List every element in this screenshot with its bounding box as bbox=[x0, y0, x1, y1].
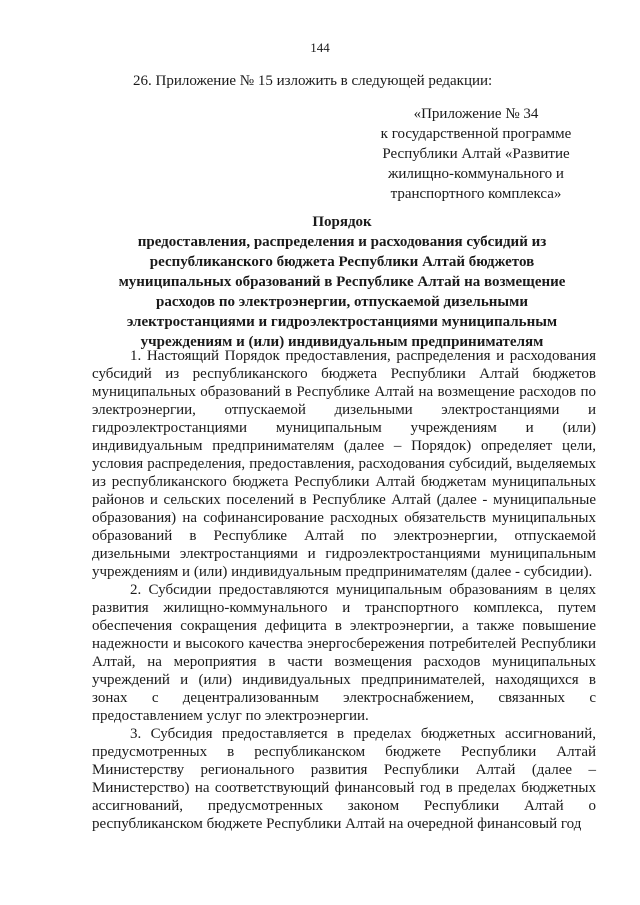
title-line: предоставления, распределения и расходования субсидий из bbox=[137, 234, 547, 250]
appendix-reference bbox=[345, 104, 607, 204]
paragraph-3: 3. Субсидия предоставляется в пределах бюджетных ассигнований, предусмотренных в республиканском бюджете Республики Алтай Министерству регионального развития Республики Алтай (далее – Министерство) на соответствующий финансовый год в пределах бюджетных ассигнований, предусмотренных законом Республики Алтай о республиканском бюджете Республики Алтай на очередной финансовый год bbox=[92, 726, 596, 832]
appendix-line: транспортного комплекса» bbox=[390, 186, 562, 202]
page-number: 144 bbox=[310, 40, 330, 55]
document-title bbox=[92, 212, 592, 352]
appendix-line: жилищно-коммунального и bbox=[388, 166, 564, 182]
title-line: учреждениям и (или) индивидуальным предпринимателям bbox=[140, 334, 544, 350]
paragraph-2: 2. Субсидии предоставляются муниципальным образованиям в целях развития жилищно-коммунального и транспортного комплекса, путем обеспечения сокращения дефицита в электроэнергии, а также повышение надежности и высокого качества энергосбережения потребителей Республики Алтай, на мероприятия в части возмещения расходов муниципальных учреждений и (или) индивидуальных предпринимателей, находящихся в зонах с децентрализованным электроснабжением, связанных с предоставлением услуг по электроэнергии. bbox=[92, 582, 596, 724]
title-line: муниципальных образований в Республике Алтай на возмещение bbox=[118, 274, 566, 290]
appendix-line: Республики Алтай «Развитие bbox=[382, 146, 570, 162]
paragraph-1: 1. Настоящий Порядок предоставления, распределения и расходования субсидий из республиканского бюджета Республики Алтай бюджетов муниципальных образований в Республике Алтай на возмещение расходов по электроэнергии, отпускаемой дизельными электростанциями и гидроэлектростанциями муниципальным учреждениям и (или) индивидуальным предпринимателям (далее – Порядок) определяет цели, условия распределения, предоставления, расходования субсидий, выделяемых из республиканского бюджета Республики Алтай бюджетам муниципальных районов и сельских поселений в Республике Алтай (далее - муниципальные образования) на софинансирование расходных обязательств муниципальных образований в Республике Алтай по электроэнергии, отпускаемой дизельными электростанциями и гидроэлектростанциями муниципальным учреждениям и (или) индивидуальным предпринимателям (далее - субсидии). bbox=[92, 348, 596, 580]
appendix-line: «Приложение № 34 bbox=[413, 106, 539, 122]
document-body bbox=[92, 347, 596, 833]
title-line: расходов по электроэнергии, отпускаемой дизельными bbox=[156, 294, 528, 310]
amendment-intro: 26. Приложение № 15 изложить в следующей редакции: bbox=[133, 73, 493, 89]
title-line: электростанциями и гидроэлектростанциями муниципальным bbox=[126, 314, 558, 330]
appendix-line: к государственной программе bbox=[380, 126, 572, 142]
title-line: Порядок bbox=[312, 214, 372, 230]
title-line: республиканского бюджета Республики Алтай бюджетов bbox=[149, 254, 535, 270]
